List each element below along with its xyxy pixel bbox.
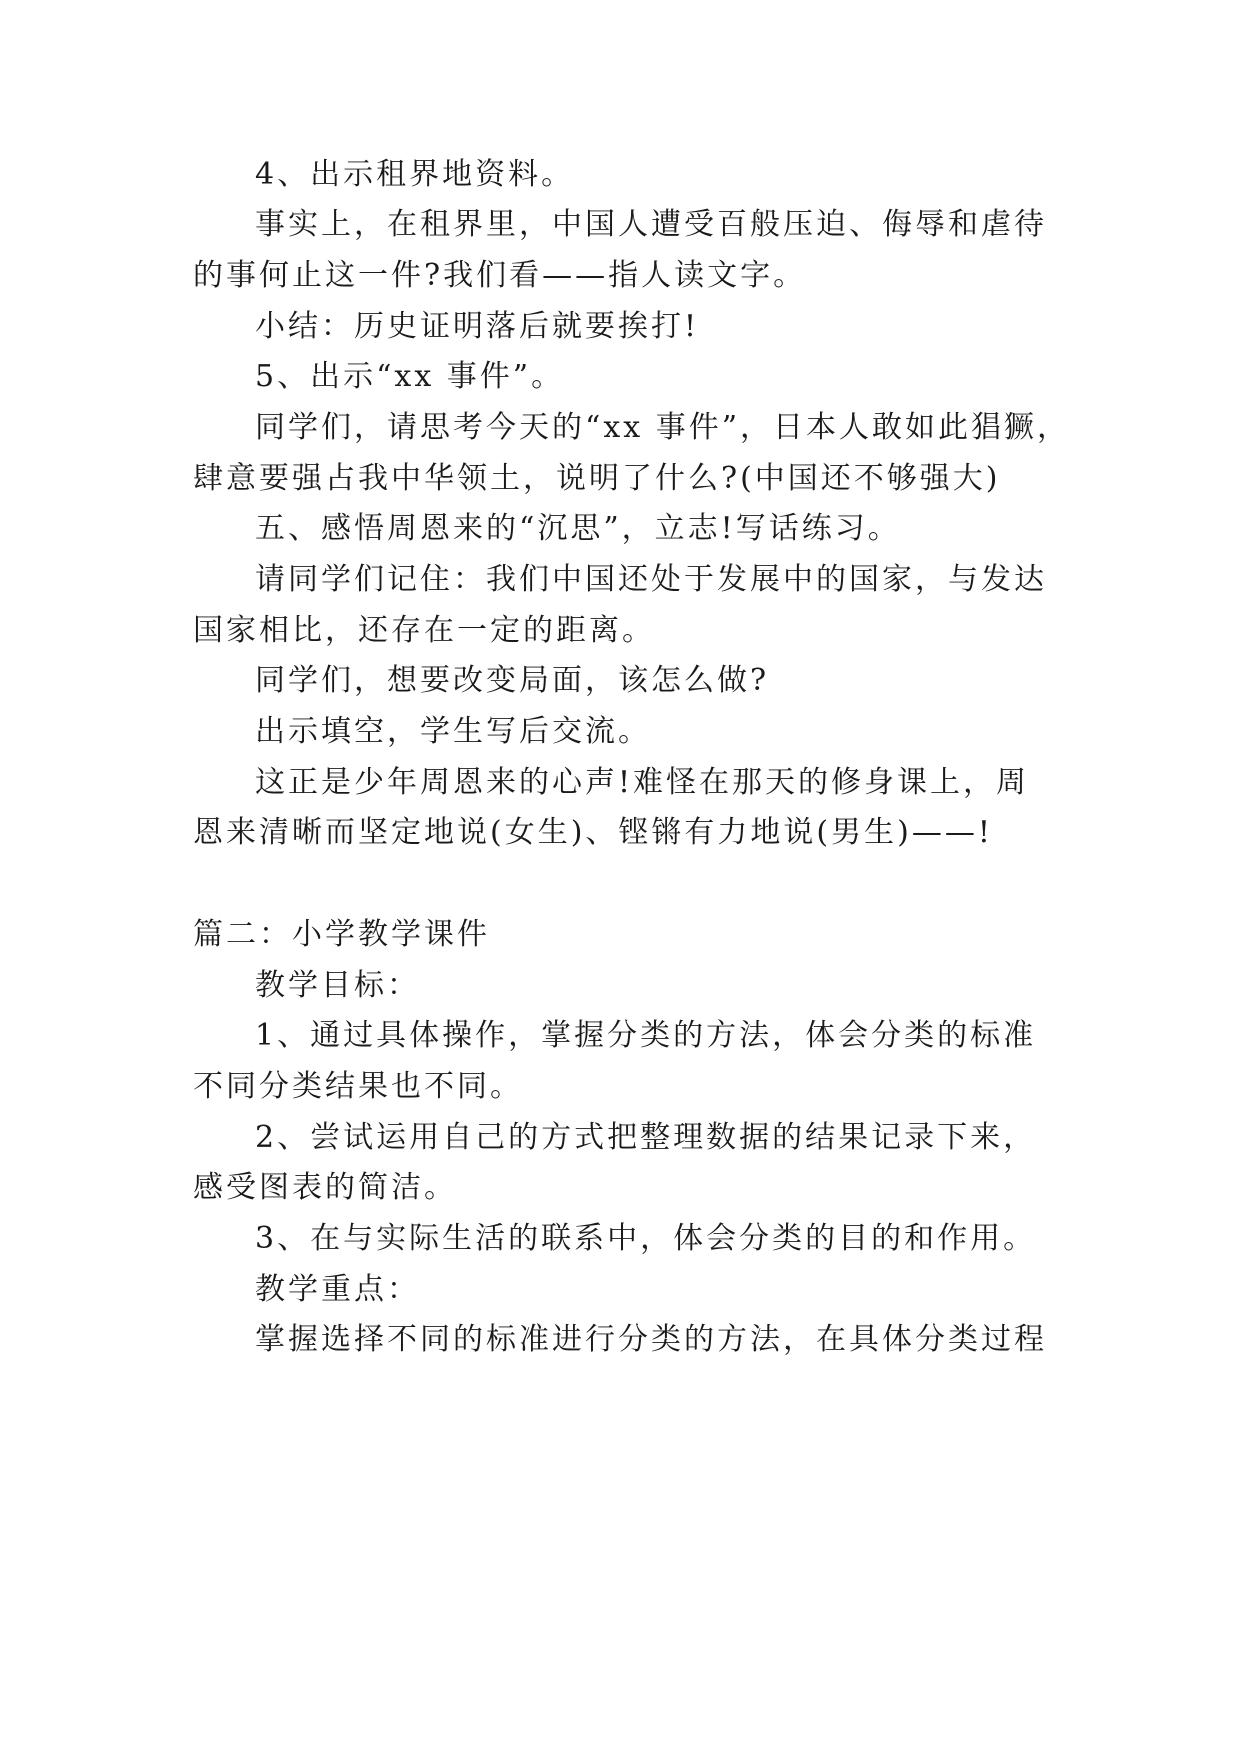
paragraph-line: 小结：历史证明落后就要挨打!: [255, 309, 700, 344]
paragraph-line: 五、感悟周恩来的“沉思”，立志!写话练习。: [255, 511, 901, 546]
paragraph-line: 肆意要强占我中华领土，说明了什么?(中国还不够强大): [193, 461, 1001, 496]
paragraph-line: 同学们，想要改变局面，该怎么做?: [255, 663, 770, 698]
paragraph-line: 3、在与实际生活的联系中，体会分类的目的和作用。: [255, 1221, 1037, 1256]
paragraph-line: 出示填空，学生写后交流。: [255, 714, 651, 749]
paragraph-line: 感受图表的简洁。: [193, 1170, 457, 1205]
paragraph-line: 事实上，在租界里，中国人遭受百般压迫、侮辱和虐待: [255, 207, 1047, 242]
paragraph-line: 同学们，请思考今天的“xx 事件”，日本人敢如此猖獗，: [255, 410, 1071, 445]
paragraph-line: 国家相比，还存在一定的距离。: [193, 613, 655, 648]
paragraph-line: 这正是少年周恩来的心声!难怪在那天的修身课上，周: [255, 765, 1030, 800]
paragraph-line: 请同学们记住：我们中国还处于发展中的国家，与发达: [255, 562, 1047, 597]
paragraph-line: 5、出示“xx 事件”。: [255, 359, 565, 394]
paragraph-line: 恩来清晰而坚定地说(女生)、铿锵有力地说(男生)——!: [193, 815, 993, 850]
paragraph-line: 1、通过具体操作，掌握分类的方法，体会分类的标准: [255, 1018, 1037, 1053]
paragraph-line: 教学目标：: [255, 968, 420, 1003]
paragraph-line: 的事何止这一件?我们看——指人读文字。: [193, 258, 807, 293]
paragraph-line: 4、出示租界地资料。: [255, 157, 575, 192]
paragraph-line: 教学重点：: [255, 1272, 420, 1307]
paragraph-line: 不同分类结果也不同。: [193, 1069, 523, 1104]
section-heading: 篇二：小学教学课件: [193, 917, 490, 952]
paragraph-line: 2、尝试运用自己的方式把整理数据的结果记录下来，: [255, 1120, 1037, 1155]
paragraph-line: 掌握选择不同的标准进行分类的方法，在具体分类过程: [255, 1322, 1047, 1357]
